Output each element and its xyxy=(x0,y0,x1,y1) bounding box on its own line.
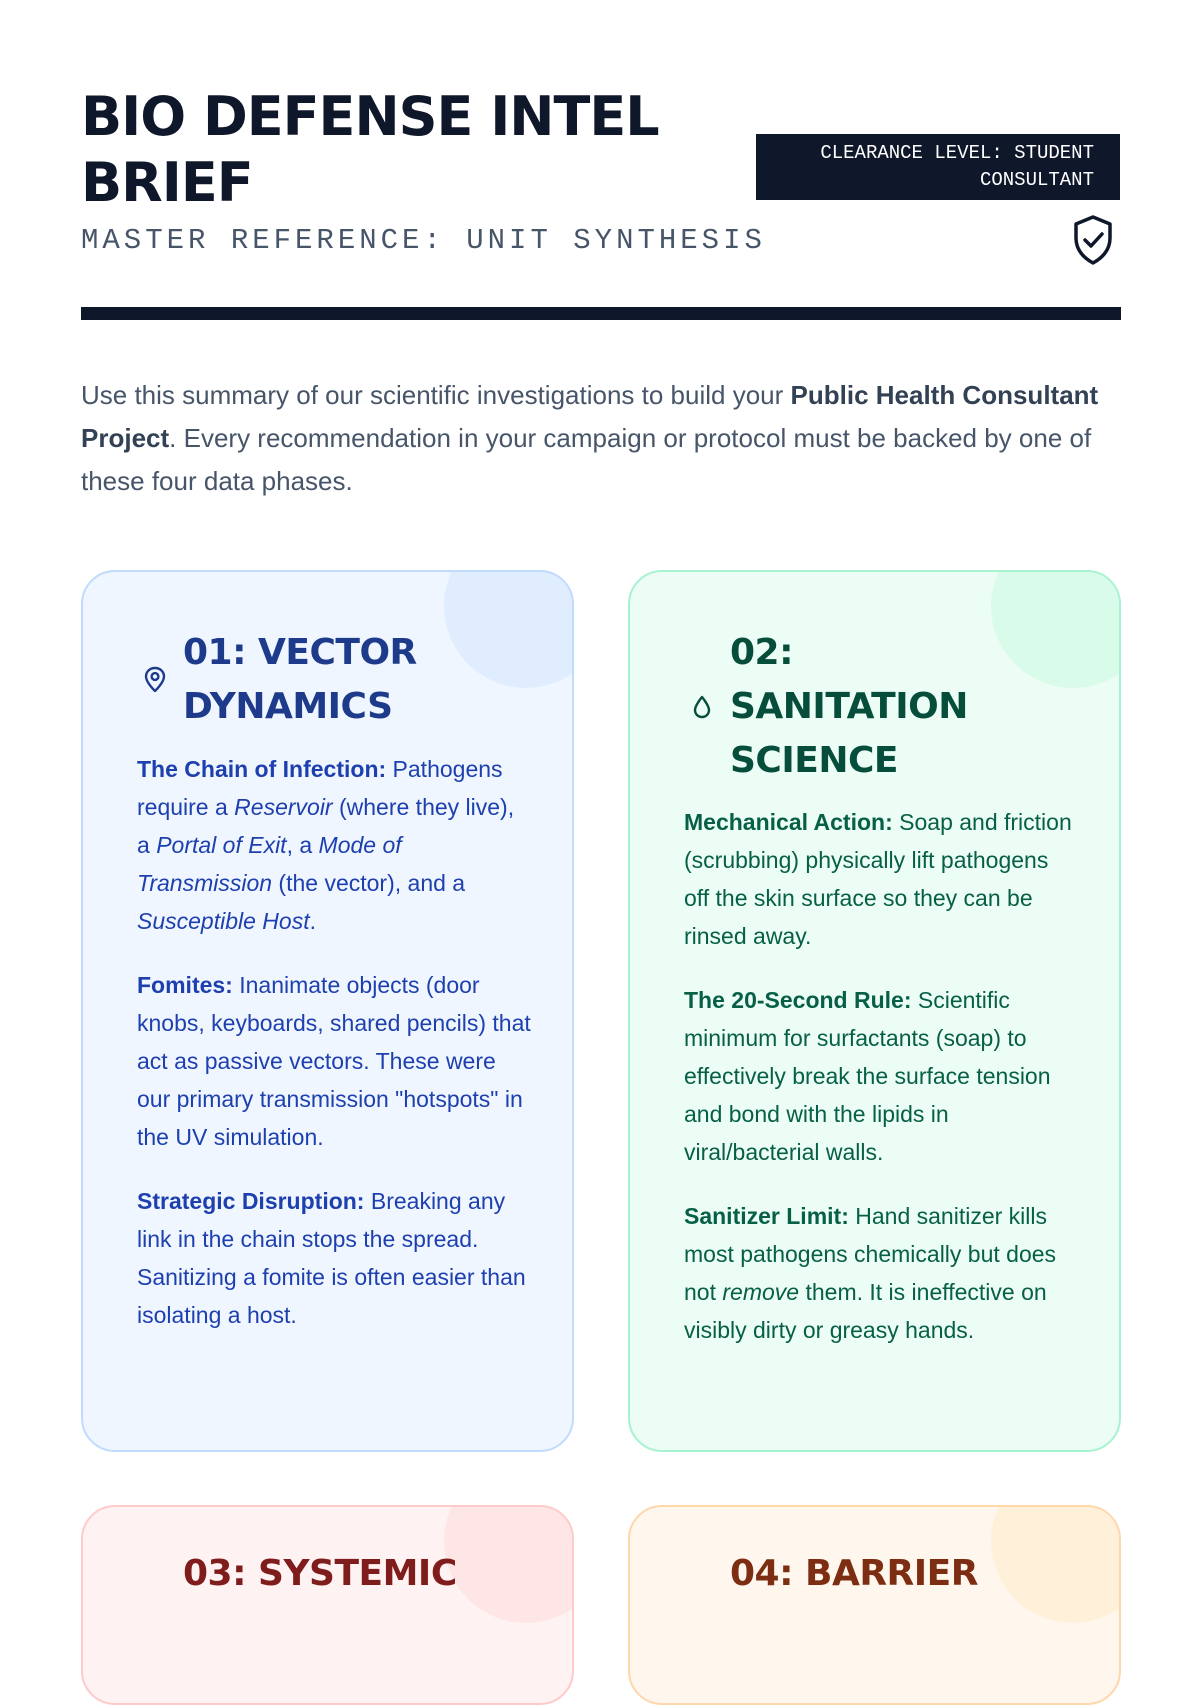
card-systemic xyxy=(81,1505,574,1705)
card-decor-circle xyxy=(444,1505,574,1623)
paragraph-text: (the vector), and a xyxy=(272,870,466,896)
page-subtitle: MASTER REFERENCE: UNIT SYNTHESIS xyxy=(81,224,766,257)
paragraph-text: (where they live), a xyxy=(137,794,515,858)
intro-text-1: Use this summary of our scientific investigations to build your xyxy=(81,380,791,410)
card-body xyxy=(684,803,1079,1375)
card-title: 01: VECTOR DYNAMICS xyxy=(183,632,417,727)
term-portal-of-exit: Portal of Exit xyxy=(156,832,287,858)
card-title: 04: BARRIER xyxy=(730,1553,978,1594)
strategic-disruption-paragraph xyxy=(137,1182,532,1334)
card-header xyxy=(183,1547,457,1601)
chain-of-infection-paragraph xyxy=(137,750,532,940)
card-title: 03: SYSTEMIC xyxy=(183,1553,457,1594)
card-header xyxy=(684,626,1020,788)
paragraph-label: Sanitizer Limit: xyxy=(684,1203,849,1229)
card-body xyxy=(137,750,532,1360)
paragraph-text: Pathogens require a xyxy=(137,756,503,820)
paragraph-text: . xyxy=(309,908,316,934)
brief-page xyxy=(81,0,1121,1600)
paragraph-label: The 20-Second Rule: xyxy=(684,987,912,1013)
card-sanitation-science xyxy=(628,570,1121,1452)
term-reservoir: Reservoir xyxy=(234,794,333,820)
map-pin-icon xyxy=(137,662,173,698)
paragraph-text: Soap and friction (scrubbing) physically lift pathogens off the skin surface so they can be rinsed away. xyxy=(684,809,1072,949)
term-remove: remove xyxy=(722,1279,800,1305)
page-title: BIO DEFENSE INTEL BRIEF xyxy=(81,85,659,214)
clearance-badge: CLEARANCE LEVEL: STUDENT CONSULTANT xyxy=(756,134,1120,200)
paragraph-label: Mechanical Action: xyxy=(684,809,893,835)
card-barrier xyxy=(628,1505,1121,1705)
card-decor-circle xyxy=(991,1505,1121,1623)
fomites-paragraph xyxy=(137,966,532,1156)
card-header xyxy=(730,1547,978,1601)
card-header xyxy=(137,626,473,734)
paragraph-text: Inanimate objects (door knobs, keyboards, shared pencils) that act as passive vectors. These were our primary transmission "hotspots" in the UV simulation. xyxy=(137,972,531,1150)
intro-text-2: . Every recommendation in your campaign or protocol must be backed by one of these four data phases. xyxy=(81,423,1092,496)
paragraph-text: Scientific minimum for surfactants (soap) to effectively break the surface tension and bond with the lipids in viral/bacterial walls. xyxy=(684,987,1051,1165)
paragraph-text: Hand sanitizer kills most pathogens chemically but does not xyxy=(684,1203,1057,1305)
header-divider xyxy=(81,307,1121,320)
intro-paragraph xyxy=(81,374,1121,503)
mechanical-action-paragraph xyxy=(684,803,1079,955)
paragraph-text: Breaking any link in the chain stops the spread. Sanitizing a fomite is often easier than isolating a host. xyxy=(137,1188,526,1328)
paragraph-label: The Chain of Infection: xyxy=(137,756,387,782)
term-susceptible-host: Susceptible Host xyxy=(137,908,310,934)
paragraph-label: Fomites: xyxy=(137,972,233,998)
paragraph-text: , a xyxy=(286,832,319,858)
shield-check-icon xyxy=(1071,214,1115,266)
droplet-icon xyxy=(684,689,720,725)
paragraph-text: them. It is ineffective on visibly dirty or greasy hands. xyxy=(684,1279,1047,1343)
sanitizer-limit-paragraph xyxy=(684,1197,1079,1349)
intro-project-name: Public Health Consultant Project xyxy=(81,380,1099,453)
card-title: 02: SANITATION SCIENCE xyxy=(730,632,968,781)
twenty-second-rule-paragraph xyxy=(684,981,1079,1171)
paragraph-label: Strategic Disruption: xyxy=(137,1188,365,1214)
card-vector-dynamics xyxy=(81,570,574,1452)
term-mode-of-transmission: Mode of Transmission xyxy=(137,832,402,896)
